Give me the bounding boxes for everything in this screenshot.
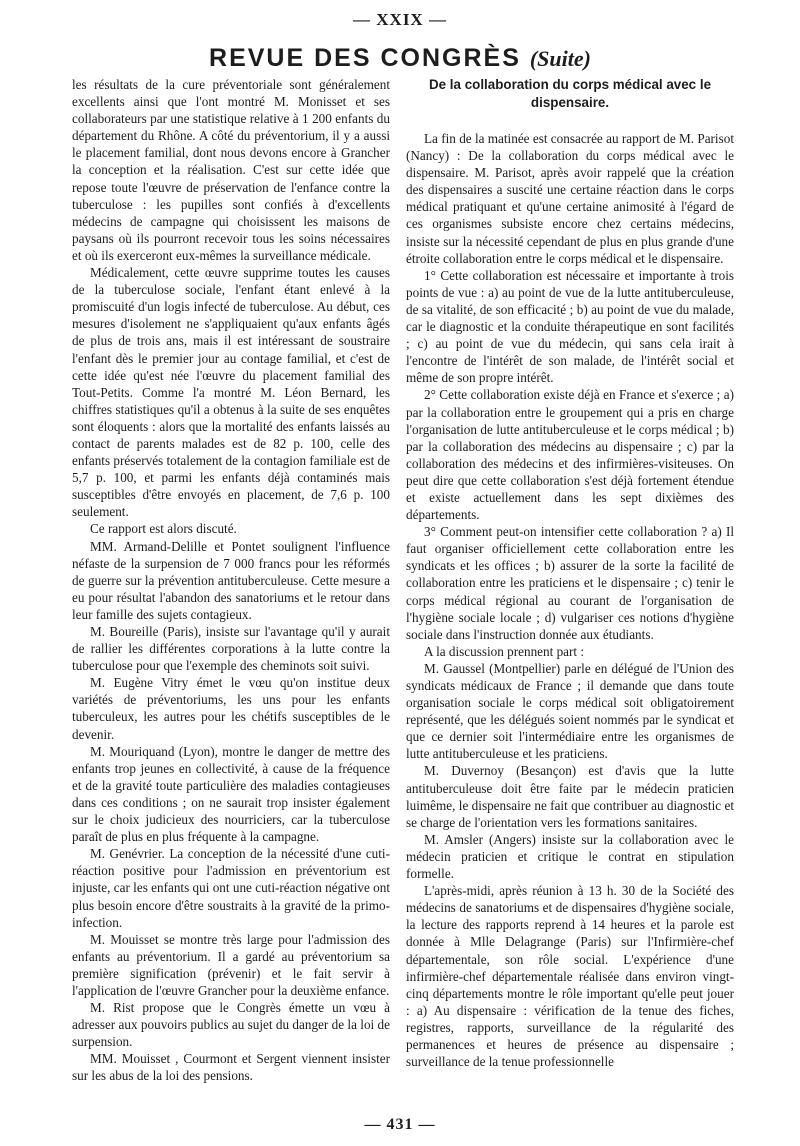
paragraph: Médicalement, cette œuvre supprime toutes les causes de la tuberculose sociale, l'enfant étant enlevé à la promiscuité d'un logis infecté de tuberculose. Au début, ces mesures d'isolement ne s'appliquaient qu'aux enfants âgés de plus de trois ans, mais il est intéressant de soustraire l'enfant dès le premier jour au contage familial, et c'est de cette idée qu'est née l'œuvre du placement familial des Tout-Petits. Comme l'a montré M. Léon Bernard, les chiffres statistiques qu'il a obtenus à la suite de ses enquêtes sont éloquents : alors que la mortalité des enfants laissés au contact de parents malades est de 82 p. 100, celle des enfants préservés totalement de la contagion familiale est de 5,7 p. 100, et parmi les enfants déjà contaminés mais susceptibles d'être envoyés en placement, de 7,6 p. 100 seulement. — [72, 265, 390, 520]
paragraph: M. Mouriquand (Lyon), montre le danger de mettre des enfants trop jeunes en collectivité, à cause de la fréquence et de la gravité toute particulière des maladies contagieuses dans ces conditions ; on ne saurait trop insister également sur le choix judicieux des nourriciers, car la tuberculose paraît de plus en plus fréquente à la campagne. — [72, 743, 390, 845]
paragraph: M. Amsler (Angers) insiste sur la collaboration avec le médecin praticien et critique le contrat en stipulation formelle. — [406, 831, 734, 882]
section-title-text: REVUE DES CONGRÈS — [209, 44, 521, 72]
page-number: — 431 — — [364, 1116, 436, 1133]
section-title — [0, 44, 800, 73]
paragraph: La fin de la matinée est consacrée au rapport de M. Parisot (Nancy) : De la collaboration du corps médical avec le dispensaire. M. Parisot, après avoir rappelé que la création des dispensaires a suscité une certaine réaction dans le corps médical pratiquant et qu'une certaine animosité à l'égard de ces organismes subsiste encore chez certains médecins, insiste sur la nécessité cependant de plus en plus grande d'une étroite collaboration entre le corps médical et le dispensaire. — [406, 131, 734, 266]
paragraph: MM. Mouisset , Courmont et Sergent viennent insister sur les abus de la loi des pensions. — [72, 1051, 390, 1084]
paragraph: L'après-midi, après réunion à 13 h. 30 de la Société des médecins de sanatoriums et de dispensaires d'hygiène sociale, la lecture des rapports reprend à 14 heures et la parole est donnée à Mlle Delagrange (Paris) sur l'Infirmière-chef départementale, son rôle social. L'expérience d'une infirmière-chef départementale réalisée dans environ vingt-cinq départements montre le rôle important qu'elle peut jouer : a) Au dispensaire : vérification de la tenue des fiches, registres, rapports, surveillance de la régularité des permanences et heures de présence au dispensaire ; surveillance de la tenue professionnelle — [406, 883, 734, 1070]
paragraph: Ce rapport est alors discuté. — [90, 521, 237, 537]
left-column — [72, 76, 390, 1085]
paragraph: M. Rist propose que le Congrès émette un vœu à adresser aux pouvoirs publics au sujet du danger de la loi de surpension. — [72, 1000, 390, 1050]
section-title-suite: (Suite) — [529, 46, 591, 71]
paragraph: M. Boureille (Paris), insiste sur l'avantage qu'il y aurait de rallier les différentes corporations à la lutte contre la tuberculose pour que l'exemple des cheminots soit suivi. — [72, 624, 390, 674]
paragraph: les résultats de la cure préventoriale sont généralement excellents ainsi que l'ont montré M. Monisset et ses collaborateurs par une statistique relative à 1 200 enfants du département du Rhône. A côté du préventorium, il y a aussi le placement familial, dont nous devons encore à Grancher la conception et la réalisation. C'est sur cette idée que repose toute l'œuvre de préservation de l'enfance contre la tuberculose : les pupilles sont confiés à d'excellents médecins de campagne qui choisissent les maisons de paysans où ils pourront recevoir tous les soins nécessaires et où ils exerceront eux-mêmes la surveillance médicale. — [72, 77, 390, 263]
paragraph: 1° Cette collaboration est nécessaire et importante à trois points de vue : a) au point de vue de la lutte antituberculeuse, de sa vitalité, de son efficacité ; b) au point de vue du malade, car le diagnostic et la conduite thérapeutique en sont facilités ; c) au point de vue du médecin, qui sans cela irait à l'encontre de l'intérêt de son malade, de l'intérêt social et même de son propre intérêt. — [406, 267, 734, 386]
paragraph: M. Gaussel (Montpellier) parle en délégué de l'Union des syndicats médicaux de France ; il demande que dans toute organisation sociale le corps médical soit obligatoirement représenté, que les délégués soient nommés par le syndicat et que ce dernier soit l'intermédiaire entre les organismes de lutte antituberculeuse et les praticiens. — [406, 660, 734, 762]
paragraph: M. Genévrier. La conception de la nécessité d'une cuti-réaction positive pour l'admission en préventorium est injuste, car les enfants qui ont une cuti-réaction négative ont plus besoin encore d'être soustraits à la gravité de la primo-infection. — [72, 846, 390, 930]
paragraph: A la discussion prennent part : — [424, 643, 585, 659]
right-column — [406, 76, 734, 1070]
paragraph: MM. Armand-Delille et Pontet soulignent l'influence néfaste de la surpension de 7 000 francs pour les réformés de guerre sur la prévention antituberculeuse. Cette mesure a eu pour résultat l'abandon des sanatoriums et le retour dans leur famille des sujets contagieux. — [72, 538, 390, 622]
article-heading: De la collaboration du corps médical avec le dispensaire. — [428, 77, 712, 110]
paragraph: 3° Comment peut-on intensifier cette collaboration ? a) Il faut organiser officiellement cette collaboration entre les syndicats et les offices ; b) assurer de la sorte la facilité de collaboration entre les praticiens et le dispensaire ; c) tenir le corps médical régional au courant de l'organisation de l'hygiène sociale locale ; d) vulgariser ces notions d'hygiène sociale dans l'instruction donnée aux étudiants. — [406, 524, 734, 642]
paragraph: M. Duvernoy (Besançon) est d'avis que la lutte antituberculeuse doit être faite par le médecin praticien luimême, le dispensaire ne fait que contribuer au diagnostic et se charge de l'orientation vers les formations sanitaires. — [406, 763, 734, 830]
page-roman-numeral: — XXIX — — [353, 10, 447, 29]
paragraph: 2° Cette collaboration existe déjà en France et s'exerce ; a) par la collaboration entre le groupement qui a pris en charge l'organisation de lutte antituberculeuse et le corps médical ; b) par la collaboration des médecins au dispensaire ; c) par la collaboration des médecins et des infirmières-visiteuses. On peut dire que cette collaboration s'est déjà fortement étendue et existe actuellement dans les sept dixièmes des départements. — [406, 387, 734, 523]
paragraph: M. Eugène Vitry émet le vœu qu'on institue deux variétés de préventoriums, les uns pour les enfants tuberculeux, les autres pour les chétifs susceptibles de le devenir. — [72, 675, 390, 742]
paragraph: M. Mouisset se montre très large pour l'admission des enfants au préventorium. Il a gardé au préventorium sa première signification (prévenir) et le fait servir à l'application de l'œuvre Grancher pour la deuxième enfance. — [72, 931, 390, 998]
